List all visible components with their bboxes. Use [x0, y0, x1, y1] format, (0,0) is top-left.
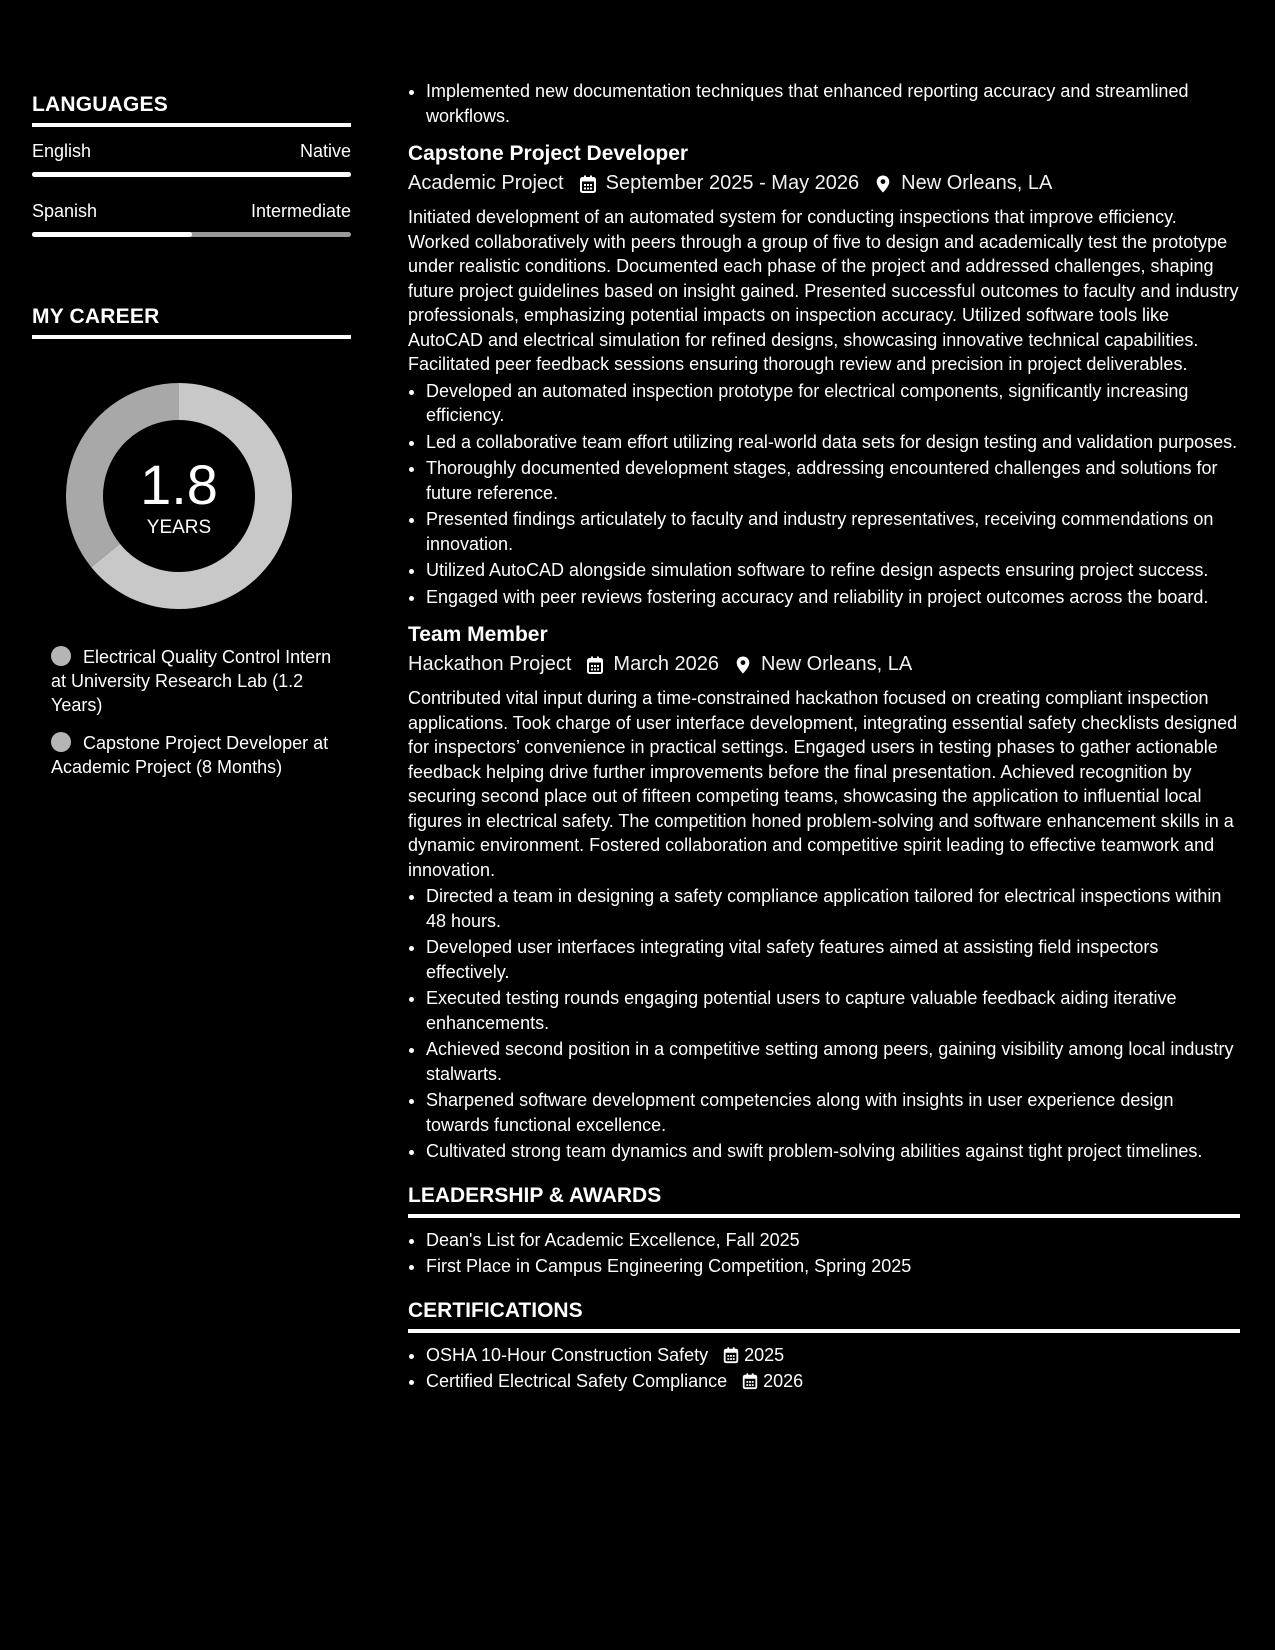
certifications-heading: CERTIFICATIONS: [408, 1299, 1240, 1333]
main-content: [408, 79, 1240, 1396]
bullet-item: • Sharpened software development competencies along with insights in user experience design towards functional excellence.: [426, 1088, 1240, 1137]
language-level: Native: [299, 141, 351, 161]
career-total-value: 1.8: [140, 453, 218, 516]
job-location: New Orleans, LA: [761, 653, 913, 675]
calendar-icon: [578, 174, 598, 194]
location-pin-icon: [733, 655, 753, 675]
career-item-text: Capstone Project Developer at Academic Project (8 Months): [51, 733, 329, 777]
bullet-item: • Cultivated strong team dynamics and swift problem-solving abilities against tight project timelines.: [426, 1139, 1240, 1164]
calendar-icon: [585, 655, 605, 675]
location-pin-icon: [873, 174, 893, 194]
bullet-item: • Developed user interfaces integrating vital safety features aimed at assisting field inspectors effectively.: [426, 935, 1240, 984]
certification-name: • OSHA 10-Hour Construction Safety: [426, 1344, 709, 1365]
language-proficiency-bar: [32, 172, 351, 177]
job-description: Contributed vital input during a time-constrained hackathon focused on creating compliant inspection applications. Took charge of user interface development, integrating essential safety checklists designed for inspectors’ convenience in practical settings. Engaged users in testing phases to gather actionable feedback helping drive further improvements before the final presentation. Achieved recognition by securing second place out of fifteen competing teams, showcasing the application to influential local figures in electrical safety. The competition honed problem-solving and software enhancement skills in a dynamic environment. Fostered collaboration and competitive spirit leading to effective teamwork and innovation.: [408, 688, 1238, 880]
language-item: [32, 201, 351, 237]
language-item: [32, 141, 351, 177]
certification-year: 2026: [763, 1371, 804, 1391]
career-list: [51, 645, 351, 779]
legend-dot-icon: [51, 732, 71, 752]
awards-list: [408, 1228, 1240, 1279]
language-name: English: [32, 141, 92, 161]
bullet-item: • Directed a team in designing a safety compliance application tailored for electrical inspections within 48 hours.: [426, 884, 1240, 933]
bullet-item: • Led a collaborative team effort utilizing real-world data sets for design testing and validation purposes.: [426, 430, 1240, 455]
career-donut-chart: [66, 383, 292, 609]
language-name: Spanish: [32, 201, 98, 221]
career-heading: MY CAREER: [32, 305, 351, 339]
award-item: • Dean's List for Academic Excellence, Fall 2025: [426, 1228, 1240, 1253]
job-org: Hackathon Project: [408, 653, 572, 675]
job-entry: [408, 142, 1240, 609]
job-meta: [408, 653, 1240, 676]
language-proficiency-fill: [32, 172, 351, 177]
career-section: [32, 305, 351, 779]
career-total-unit: YEARS: [146, 517, 212, 538]
bullet-item: • Engaged with peer reviews fostering accuracy and reliability in project outcomes across the board.: [426, 585, 1240, 610]
job-location: New Orleans, LA: [901, 172, 1053, 194]
career-list-item: [51, 731, 351, 779]
job-description: Initiated development of an automated system for conducting inspections that improve efficiency. Worked collaboratively with peers through a group of five to design and academically test the prototype under realistic conditions. Documented each phase of the project and addressed challenges, shaping future project guidelines based on insight gained. Presented successful outcomes to faculty and industry professionals, emphasizing potential impacts on inspection accuracy. Utilized software tools like AutoCAD and electrical simulation for refined designs, showcasing innovative technical capabilities. Facilitated peer feedback sessions ensuring thorough review and precision in project deliverables.: [408, 207, 1239, 374]
language-proficiency-bar: [32, 232, 351, 237]
job-title: Team Member: [408, 623, 548, 646]
language-proficiency-fill: [32, 232, 192, 237]
certification-item: [426, 1343, 1240, 1368]
job-entry: [408, 623, 1240, 1164]
bullet-item: • Achieved second position in a competitive setting among peers, gaining visibility among local industry stalwarts.: [426, 1037, 1240, 1086]
job-title: Capstone Project Developer: [408, 142, 689, 165]
calendar-icon: [722, 1346, 740, 1364]
job-org: Academic Project: [408, 172, 564, 194]
bullet-item: • Executed testing rounds engaging potential users to capture valuable feedback aiding iterative enhancements.: [426, 986, 1240, 1035]
award-item: • First Place in Campus Engineering Competition, Spring 2025: [426, 1254, 1240, 1279]
awards-heading: LEADERSHIP & AWARDS: [408, 1184, 1240, 1218]
certification-year: 2025: [744, 1344, 785, 1365]
certification-name: • Certified Electrical Safety Compliance: [426, 1371, 728, 1391]
previous-job-bullets: [408, 79, 1240, 128]
bullet-item: • Utilized AutoCAD alongside simulation software to refine design aspects ensuring project success.: [426, 558, 1240, 583]
bullet-item: • Thoroughly documented development stages, addressing encountered challenges and solutions for future reference.: [426, 456, 1240, 505]
bullet-item: • Implemented new documentation techniques that enhanced reporting accuracy and streamlined workflows.: [426, 79, 1240, 128]
language-level: Intermediate: [250, 201, 351, 221]
job-bullets: [408, 884, 1240, 1164]
job-dates: September 2025 - May 2026: [605, 172, 860, 194]
certification-item: [426, 1369, 1240, 1394]
calendar-icon: [741, 1372, 759, 1390]
job-meta: [408, 172, 1240, 195]
legend-dot-icon: [51, 646, 71, 666]
languages-heading: LANGUAGES: [32, 93, 351, 127]
job-dates: March 2026: [613, 653, 720, 675]
bullet-item: • Presented findings articulately to faculty and industry representatives, receiving commendations on innovation.: [426, 507, 1240, 556]
job-bullets: [408, 379, 1240, 610]
career-item-text: Electrical Quality Control Intern at University Research Lab (1.2 Years): [51, 647, 332, 715]
bullet-item: • Developed an automated inspection prototype for electrical components, significantly increasing efficiency.: [426, 379, 1240, 428]
career-list-item: [51, 645, 351, 717]
sidebar: [32, 93, 351, 793]
certifications-list: [408, 1343, 1240, 1394]
